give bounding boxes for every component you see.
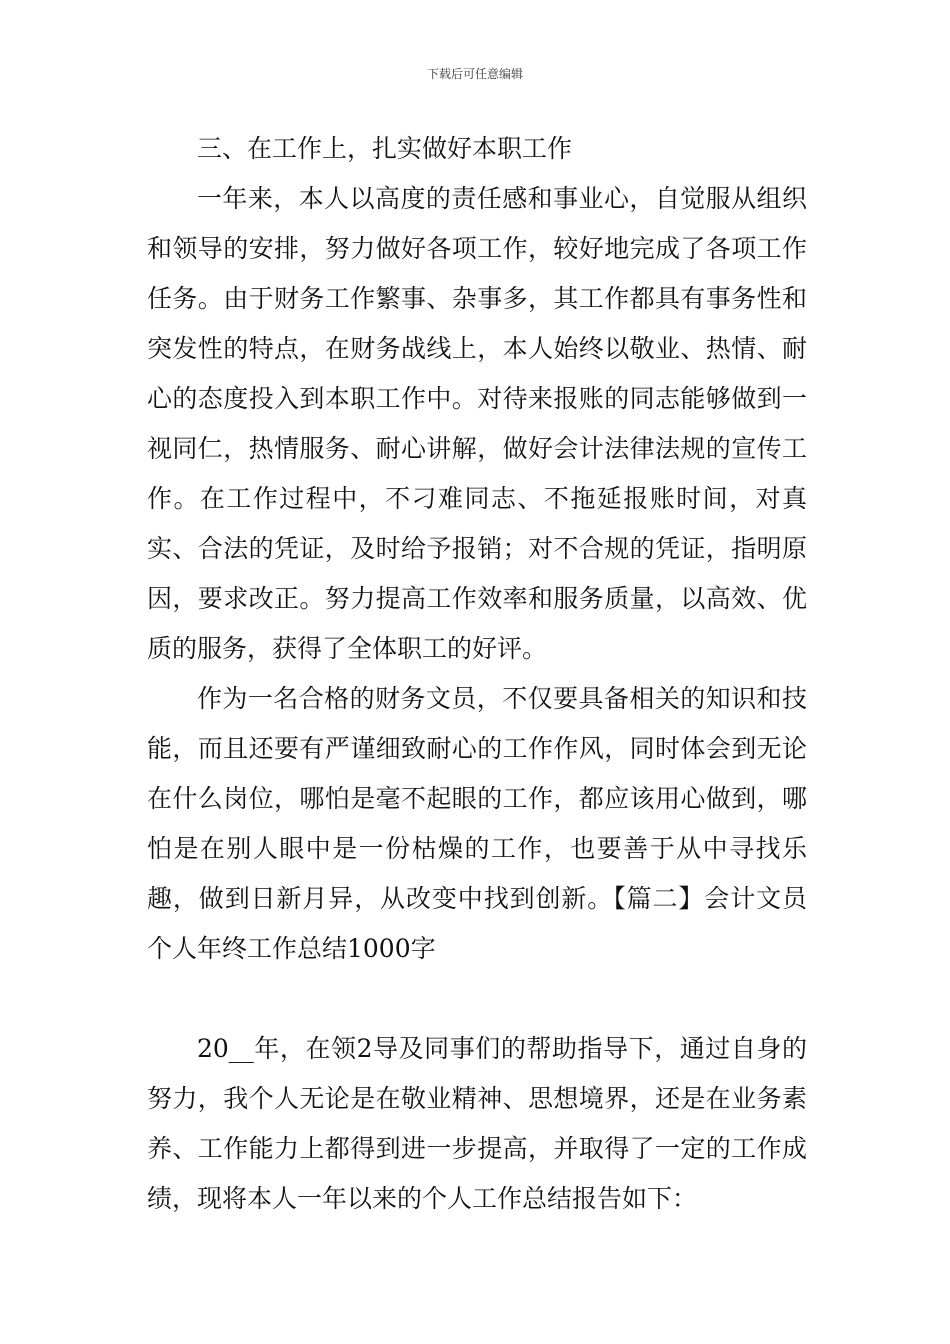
page-header: 下载后可任意编辑: [426, 67, 523, 81]
paragraph-1: 一年来，本人以高度的责任感和事业心，自觉服从组织和领导的安排，努力做好各项工作，较好地完成了各项工作任务。由于财务工作繁事、杂事多，其工作都具有事务性和突发性的特点，在财务战线上，本人始终以敬业、热情、耐心的态度投入到本职工作中。对待来报账的同志能够做到一视同仁，热情服务、耐心讲解，做好会计法律法规的宣传工作。在工作过程中，不刁难同志、不拖延报账时间，对真实、合法的凭证，及时给予报销；对不合规的凭证，指明原因，要求改正。努力提高工作效率和服务质量，以高效、优质的服务，获得了全体职工的好评。: [147, 184, 807, 663]
paragraph-2: 作为一名合格的财务文员，不仅要具备相关的知识和技能，而且还要有严谨细致耐心的工作作风，同时体会到无论在什么岗位，哪怕是毫不起眼的工作，都应该用心做到，哪怕是在别人眼中是一份枯燥的工作，也要善于从中寻找乐趣，做到日新月异，从改变中找到创新。【篇二】会计文员个人年终工作总结1000字: [147, 684, 807, 963]
paragraph-3: 20__年，在领2导及同事们的帮助指导下，通过自身的努力，我个人无论是在敬业精神、思想境界，还是在业务素养、工作能力上都得到进一步提高，并取得了一定的工作成绩，现将本人一年以来的个人工作总结报告如下：: [147, 1034, 807, 1213]
section-heading: 三、在工作上，扎实做好本职工作: [197, 134, 573, 163]
blank-line: [147, 974, 807, 1024]
document-body: [147, 124, 807, 1224]
